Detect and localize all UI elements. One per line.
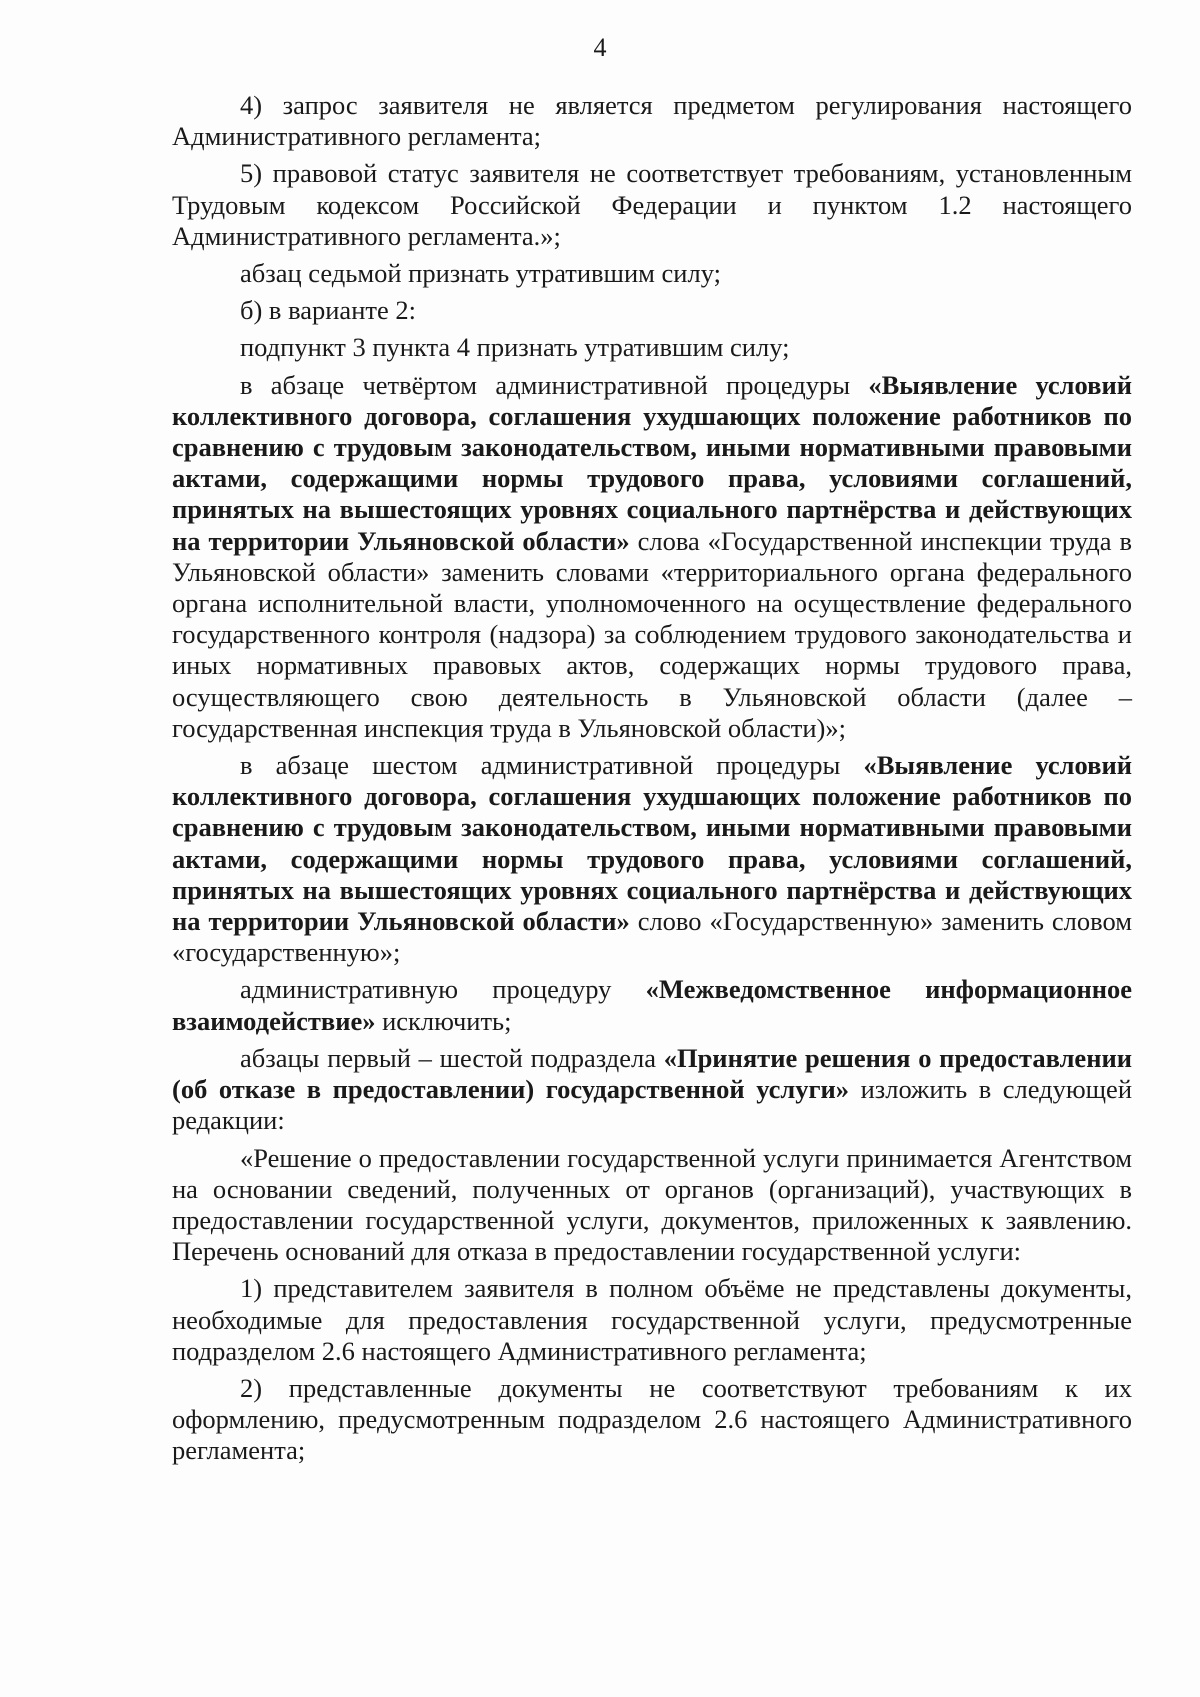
text-run: абзацы первый – шестой подраздела [240,1042,664,1073]
text-run: абзац седьмой признать утратившим силу; [240,258,721,289]
text-run: слова «Государственной инспекции труда в Ульяновской области» заменить словами «территориального органа федерального органа исполнительной власти, уполномоченного на осуществление федерального государственного контроля (надзора) за соблюдением трудового законодательства и иных нормативных правовых актов, содержащих нормы трудового права, осуществляющего свою деятельность в Ульяновской области (далее – государственная инспекция труда в Ульяновской области)»; [172,525,1132,743]
paragraph [172,370,1132,744]
paragraph [172,158,1132,252]
paragraph [172,295,1132,326]
text-run: изложить в следующей редакции: [172,1074,1132,1136]
text-run: слово «Государственную» заменить словом «государственную»; [172,906,1132,968]
text-run: в абзаце четвёртом административной процедуры [240,369,869,400]
text-run: 1) представителем заявителя в полном объёме не представлены документы, необходимые для предоставления государственной услуги, предусмотренные подразделом 2.6 настоящего Административного регламента; [172,1273,1132,1366]
paragraph [172,750,1132,968]
text-run: 2) представленные документы не соответствуют требованиям к их оформлению, предусмотренным подразделом 2.6 настоящего Административного регламента; [172,1372,1132,1466]
text-run: исключить; [375,1005,512,1036]
text-run: 4) запрос заявителя не является предметом регулирования настоящего Административного регламента; [172,90,1132,152]
text-run: «Решение о предоставлении государственной услуги принимается Агентством на основании сведений, полученных от органов (организаций), участвующих в предоставлении государственной услуги, документов, приложенных к заявлению. Перечень оснований для отказа в предоставлении государственной услуги: [172,1142,1132,1267]
paragraph [172,1143,1132,1268]
paragraph [172,1043,1132,1137]
document-body [172,90,1132,1473]
paragraph [172,90,1132,152]
text-run: б) в варианте 2: [240,295,416,326]
text-run: в абзаце шестом административной процедуры [240,750,864,781]
bold-text-run: «Выявление условий коллективного договора, соглашения ухудшающих положение работников по сравнению с трудовым законодательством, иными нормативными правовыми актами, содержащими нормы трудового права, условиями соглашений, принятых на вышестоящих уровнях социального партнёрства и действующих на территории Ульяновской области» [172,750,1132,937]
paragraph [172,258,1132,289]
paragraph [172,1273,1132,1367]
bold-text-run: «Выявление условий коллективного договора, соглашения ухудшающих положение работников по сравнению с трудовым законодательством, иными нормативными правовыми актами, содержащими нормы трудового права, условиями соглашений, принятых на вышестоящих уровнях социального партнёрства и действующих на территории Ульяновской области» [172,369,1132,556]
text-run: административную процедуру [240,974,646,1005]
paragraph [172,332,1132,363]
bold-text-run: «Межведомственное информационное взаимодействие» [172,974,1133,1036]
paragraph [172,974,1132,1036]
text-run: подпункт 3 пункта 4 признать утратившим силу; [240,332,790,363]
paragraph [172,1373,1132,1467]
text-run: 5) правовой статус заявителя не соответствует требованиям, установленным Трудовым кодексом Российской Федерации и пунктом 1.2 настоящего Административного регламента.»; [172,158,1132,251]
bold-text-run: «Принятие решения о предоставлении (об отказе в предоставлении) государственной услуги» [172,1042,1132,1105]
page-number: 4 [593,33,607,62]
